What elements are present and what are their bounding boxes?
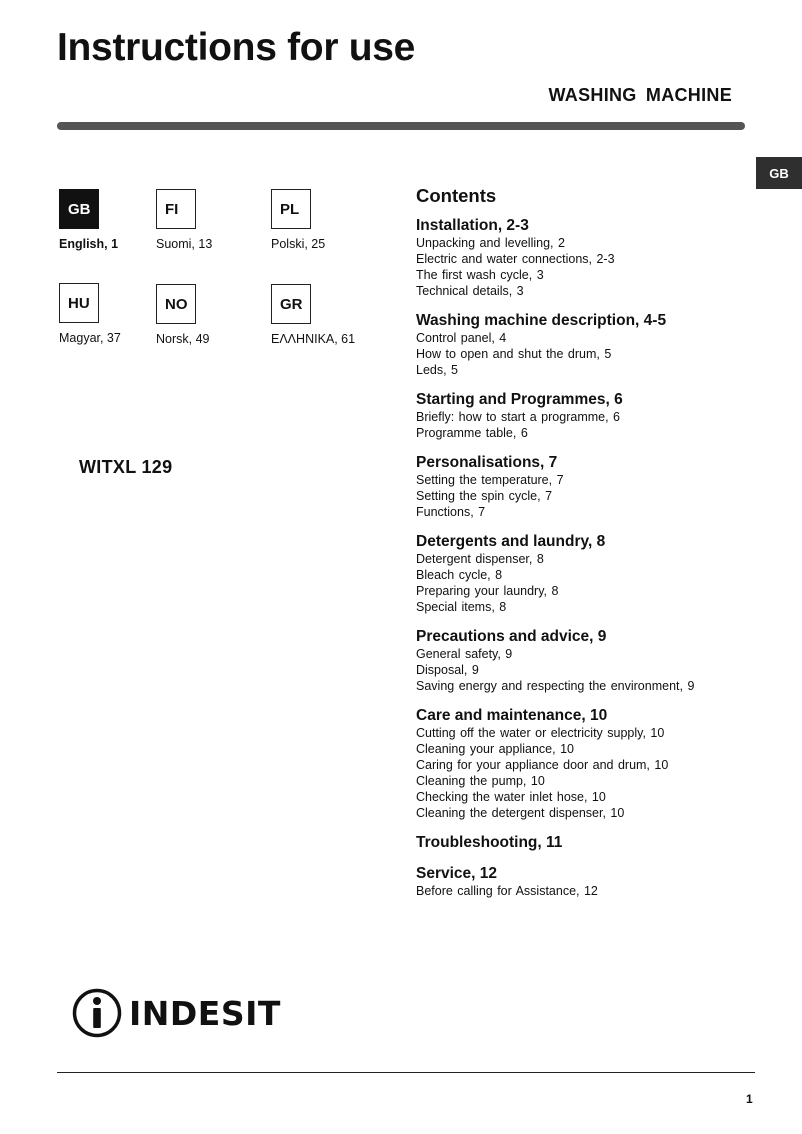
footer-divider <box>57 1072 755 1073</box>
section-item[interactable]: Setting the temperature, 7 <box>416 473 564 487</box>
contents-section <box>416 217 746 299</box>
language-caption: ΕΛΛΗΝΙΚΑ, 61 <box>271 332 356 346</box>
section-item[interactable]: Briefly: how to start a programme, 6 <box>416 410 620 424</box>
section-title[interactable]: Care and maintenance, 10 <box>416 707 608 724</box>
section-item[interactable]: Caring for your appliance door and drum, 10 <box>416 758 669 772</box>
language-gr[interactable] <box>271 284 391 346</box>
header-divider <box>57 122 745 130</box>
section-item[interactable]: Saving energy and respecting the environment, 9 <box>416 679 695 693</box>
contents-sections <box>416 217 746 899</box>
section-item[interactable]: Programme table, 6 <box>416 426 528 440</box>
logo-wordmark: INDESIT <box>129 993 281 1033</box>
section-item[interactable]: General safety, 9 <box>416 647 513 661</box>
page-number: 1 <box>746 1092 753 1106</box>
language-code-box[interactable]: FI <box>156 189 196 229</box>
contents-section <box>416 707 746 821</box>
section-item[interactable]: Leds, 5 <box>416 363 459 377</box>
section-title[interactable]: Personalisations, 7 <box>416 454 558 471</box>
language-caption: English, 1 <box>59 237 119 251</box>
section-item[interactable]: The first wash cycle, 3 <box>416 268 544 282</box>
section-item[interactable]: Special items, 8 <box>416 600 507 614</box>
section-title[interactable]: Detergents and laundry, 8 <box>416 533 606 550</box>
language-pl[interactable] <box>271 189 391 251</box>
contents-heading: Contents <box>416 185 497 206</box>
table-of-contents <box>416 185 746 912</box>
contents-section <box>416 454 746 520</box>
section-item[interactable]: Cleaning the pump, 10 <box>416 774 545 788</box>
section-item[interactable]: Checking the water inlet hose, 10 <box>416 790 606 804</box>
contents-section <box>416 312 746 378</box>
language-code-box[interactable]: HU <box>59 283 99 323</box>
section-item[interactable]: Cleaning your appliance, 10 <box>416 742 574 756</box>
section-title[interactable]: Washing machine description, 4-5 <box>416 312 667 329</box>
contents-section <box>416 533 746 615</box>
contents-section <box>416 834 746 852</box>
section-item[interactable]: Unpacking and levelling, 2 <box>416 236 565 250</box>
section-item[interactable]: Functions, 7 <box>416 505 486 519</box>
indesit-logo <box>71 986 281 1040</box>
section-item[interactable]: Technical details, 3 <box>416 284 524 298</box>
language-caption: Polski, 25 <box>271 237 326 251</box>
language-code-box[interactable]: PL <box>271 189 311 229</box>
language-side-tab[interactable]: GB <box>756 157 802 189</box>
contents-section <box>416 391 746 441</box>
section-title[interactable]: Installation, 2-3 <box>416 217 529 234</box>
page-title: Instructions for use <box>57 26 416 69</box>
section-item[interactable]: Detergent dispenser, 8 <box>416 552 544 566</box>
section-item[interactable]: Cleaning the detergent dispenser, 10 <box>416 806 625 820</box>
section-item[interactable]: Setting the spin cycle, 7 <box>416 489 553 503</box>
language-fi[interactable] <box>156 189 276 251</box>
language-caption: Suomi, 13 <box>156 237 213 251</box>
language-code-box[interactable]: GB <box>59 189 99 229</box>
contents-section <box>416 628 746 694</box>
indesit-logo-icon <box>71 987 123 1039</box>
section-title[interactable]: Troubleshooting, 11 <box>416 834 563 851</box>
language-code-box[interactable]: NO <box>156 284 196 324</box>
section-item[interactable]: Preparing your laundry, 8 <box>416 584 559 598</box>
section-item[interactable]: Electric and water connections, 2-3 <box>416 252 615 266</box>
section-item[interactable]: How to open and shut the drum, 5 <box>416 347 612 361</box>
section-title[interactable]: Starting and Programmes, 6 <box>416 391 623 408</box>
language-code-box[interactable]: GR <box>271 284 311 324</box>
section-item[interactable]: Disposal, 9 <box>416 663 479 677</box>
language-caption: Norsk, 49 <box>156 332 210 346</box>
language-caption: Magyar, 37 <box>59 331 121 345</box>
contents-section <box>416 865 746 899</box>
model-number: WITXL 129 <box>79 457 173 477</box>
section-title[interactable]: Precautions and advice, 9 <box>416 628 607 645</box>
section-title[interactable]: Service, 12 <box>416 865 498 882</box>
language-no[interactable] <box>156 284 276 346</box>
product-type: WASHING MACHINE <box>548 85 732 105</box>
section-item[interactable]: Bleach cycle, 8 <box>416 568 503 582</box>
section-item[interactable]: Cutting off the water or electricity supply, 10 <box>416 726 665 740</box>
section-item[interactable]: Control panel, 4 <box>416 331 507 345</box>
section-item[interactable]: Before calling for Assistance, 12 <box>416 884 598 898</box>
